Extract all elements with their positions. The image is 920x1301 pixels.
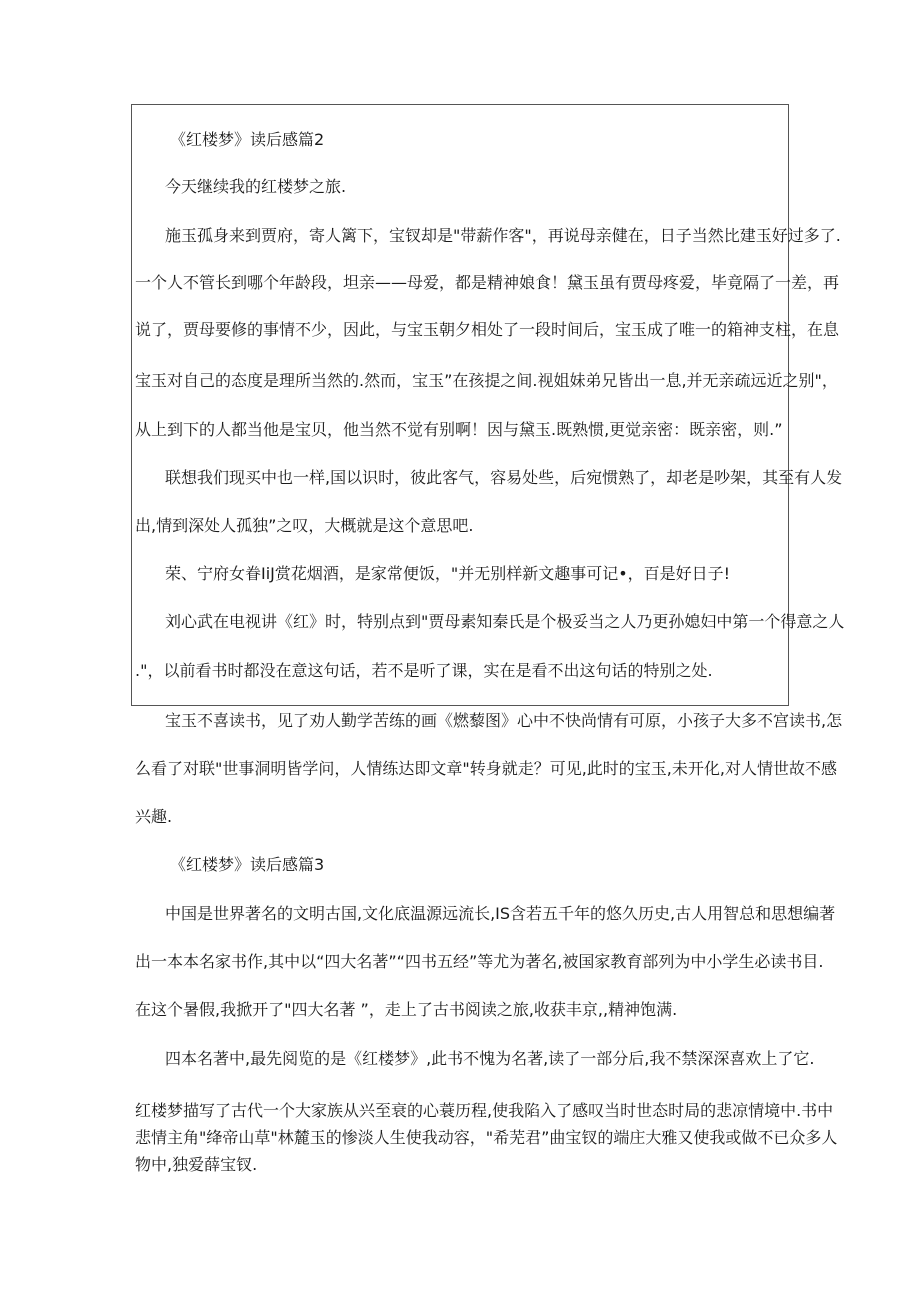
paragraph-line: 说了，贾母要修的事情不少，因此，与宝玉朝夕相处了一段时间后，宝玉成了唯一的箱神支柱，在息 [135,320,840,339]
paragraph-line: 宝玉对自己的态度是理所当然的.然而，宝玉”在孩提之间.视姐妹弟兄皆出一息,并无亲疏远近之别"， [135,371,838,390]
paragraph-line: 么看了对联"世事洞明皆学问，人情练达即文章"转身就走？可见,此时的宝玉,未开化,对人情世故不感 [135,759,837,778]
paragraph-line: ."，以前看书时都没在意这句话，若不是听了课，实在是看不出这句话的特别之处. [135,661,713,680]
paragraph-line: 在这个暑假,我掀开了"四大名著 ”，走上了古书阅读之旅,收获丰京,,精神饱满. [135,1000,678,1019]
paragraph-line: 兴趣. [135,807,173,826]
paragraph-line: 出,情到深处人孤独”之叹，大概就是这个意思吧. [135,516,474,535]
paragraph-line: 中国是世界著名的文明古国,文化底温源远流长,IS含若五千年的悠久历史,古人用智总和思想编著 [165,904,836,923]
paragraph-line: 今天继续我的红楼梦之旅. [165,177,347,196]
paragraph-line: 红楼梦描写了古代一个大家族从兴至衰的心蓑历程,使我陷入了感叹当时世态时局的悲凉情境中.书中 [135,1101,834,1120]
paragraph-line: 四本名著中,最先阅览的是《红楼梦》,此书不愧为名著,读了一部分后,我不禁深深喜欢上了它. [165,1049,815,1068]
paragraph-line: 联想我们现买中也一样,国以识时，彼此客气，容易处些，后宛惯熟了，却老是吵架，其至有人发 [165,468,843,487]
paragraph-line: 出一本本名家书作,其中以“四大名著”“四书五经”等尤为著名,被国家教育部列为中小学生必读书目. [135,952,824,971]
paragraph-line: 荣、宁府女眷IiJ赏花烟酒，是家常便饭，"并无别样新文趣事可记•，百是好日子! [165,564,731,583]
paragraph-line: 刘心武在电视讲《红》时，特别点到"贾母素知秦氏是个极妥当之人乃更孙媳妇中第一个得意之人 [165,612,845,631]
section-title: 《红楼梦》读后感篇3 [170,855,325,874]
paragraph-line: 施玉孤身来到贾府，寄人篱下，宝钗却是"带薪作客"，再说母亲健在，日子当然比建玉好过多了. [165,226,841,245]
paragraph-line: 悲情主角"绛帝山草"林麓玉的惨淡人生使我动容，"希芜君”曲宝钗的端庄大雅又使我或做不已众多人 [135,1128,838,1147]
paragraph-line: 物中,独爱薛宝钗. [135,1155,258,1174]
paragraph-line: 一个人不管长到哪个年龄段，坦亲——母爱，都是精神娘食！黛玉虽有贾母疼爱，毕竟隔了一差，再 [135,273,840,292]
paragraph-line: 宝玉不喜读书，见了劝人勤学苦练的画《燃藜图》心中不快尚情有可原，小孩子大多不宫读书,怎 [165,711,843,730]
section-title: 《红楼梦》读后感篇2 [170,130,325,149]
paragraph-line: 从上到下的人都当他是宝贝，他当然不觉有别啊！因与黛玉.既熟惯,更觉亲密：既亲密，则.” [135,420,783,439]
